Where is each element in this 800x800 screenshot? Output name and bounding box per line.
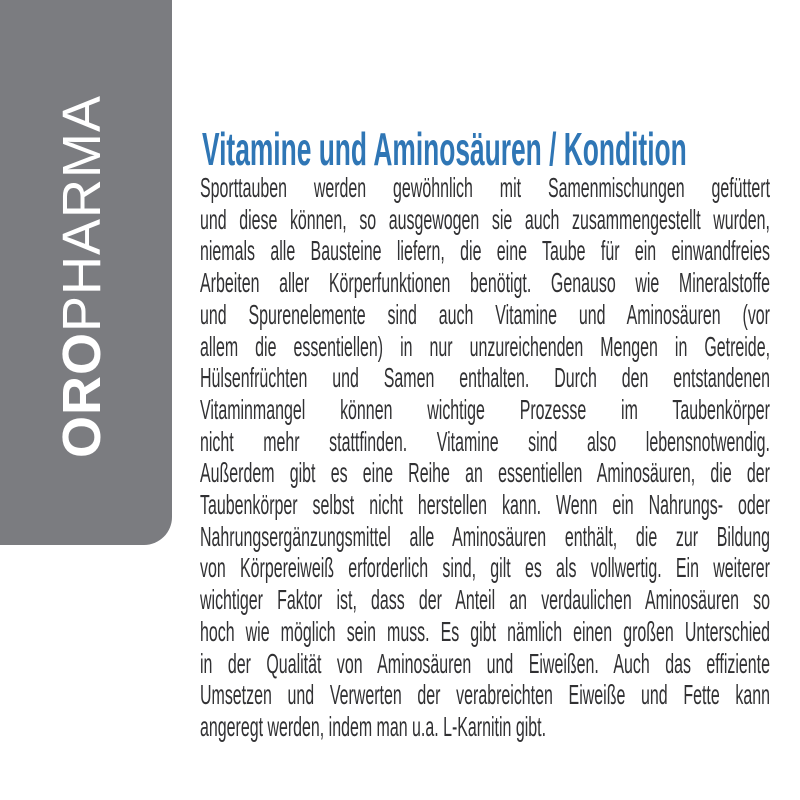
body-text-line: Umsetzen und Verwerten der verabreichten Eiweiße und Fette kann: [200, 679, 770, 711]
oropharma-brand-tab: [0, 0, 172, 545]
body-text-line: und Spurenelemente sind auch Vitamine und Aminosäuren (vor: [200, 298, 770, 330]
body-text-line: von Körpereiweiß erforderlich sind, gilt es als vollwertig. Ein weiterer: [200, 552, 770, 584]
logo-light-text: PHARMA: [52, 94, 112, 332]
body-text-line: wichtiger Faktor ist, dass der Anteil an verdaulichen Aminosäuren so: [200, 584, 770, 616]
oropharma-logo: [50, 95, 115, 458]
body-text-line: Sporttauben werden gewöhnlich mit Samenmischungen gefüttert: [200, 172, 770, 203]
body-text-line: Vitaminmangel können wichtige Prozesse im Taubenkörper: [200, 393, 770, 425]
logo-bold-text: ORO: [52, 331, 112, 458]
body-text-line: angeregt werden, indem man u.a. L-Karnitin gibt.: [200, 710, 547, 742]
body-text-line: in der Qualität von Aminosäuren und Eiweißen. Auch das effiziente: [200, 647, 770, 679]
body-text-line: Nahrungsergänzungsmittel alle Aminosäuren enthält, die zur Bildung: [200, 520, 770, 552]
body-paragraph: [200, 172, 770, 743]
body-text-line: Hülsenfrüchten und Samen enthalten. Durch den entstandenen: [200, 362, 770, 394]
body-text-line: hoch wie möglich sein muss. Es gibt nämlich einen großen Unterschied: [200, 615, 770, 647]
page-title: Vitamine und Aminosäuren / Kondition: [202, 122, 687, 175]
body-text-line: Außerdem gibt es eine Reihe an essentiellen Aminosäuren, die der: [200, 457, 770, 489]
body-text-line: Taubenkörper selbst nicht herstellen kann. Wenn ein Nahrungs- oder: [200, 489, 770, 521]
body-text-line: Arbeiten aller Körperfunktionen benötigt. Genauso wie Mineralstoffe: [200, 267, 770, 299]
body-text-line: und diese können, so ausgewogen sie auch zusammengestellt wurden,: [200, 203, 770, 235]
body-text-line: allem die essentiellen) in nur unzureichenden Mengen in Getreide,: [200, 330, 770, 362]
body-text-line: niemals alle Bausteine liefern, die eine Taube für ein einwandfreies: [200, 235, 770, 267]
body-text-line: nicht mehr stattfinden. Vitamine sind also lebensnotwendig.: [200, 425, 770, 457]
